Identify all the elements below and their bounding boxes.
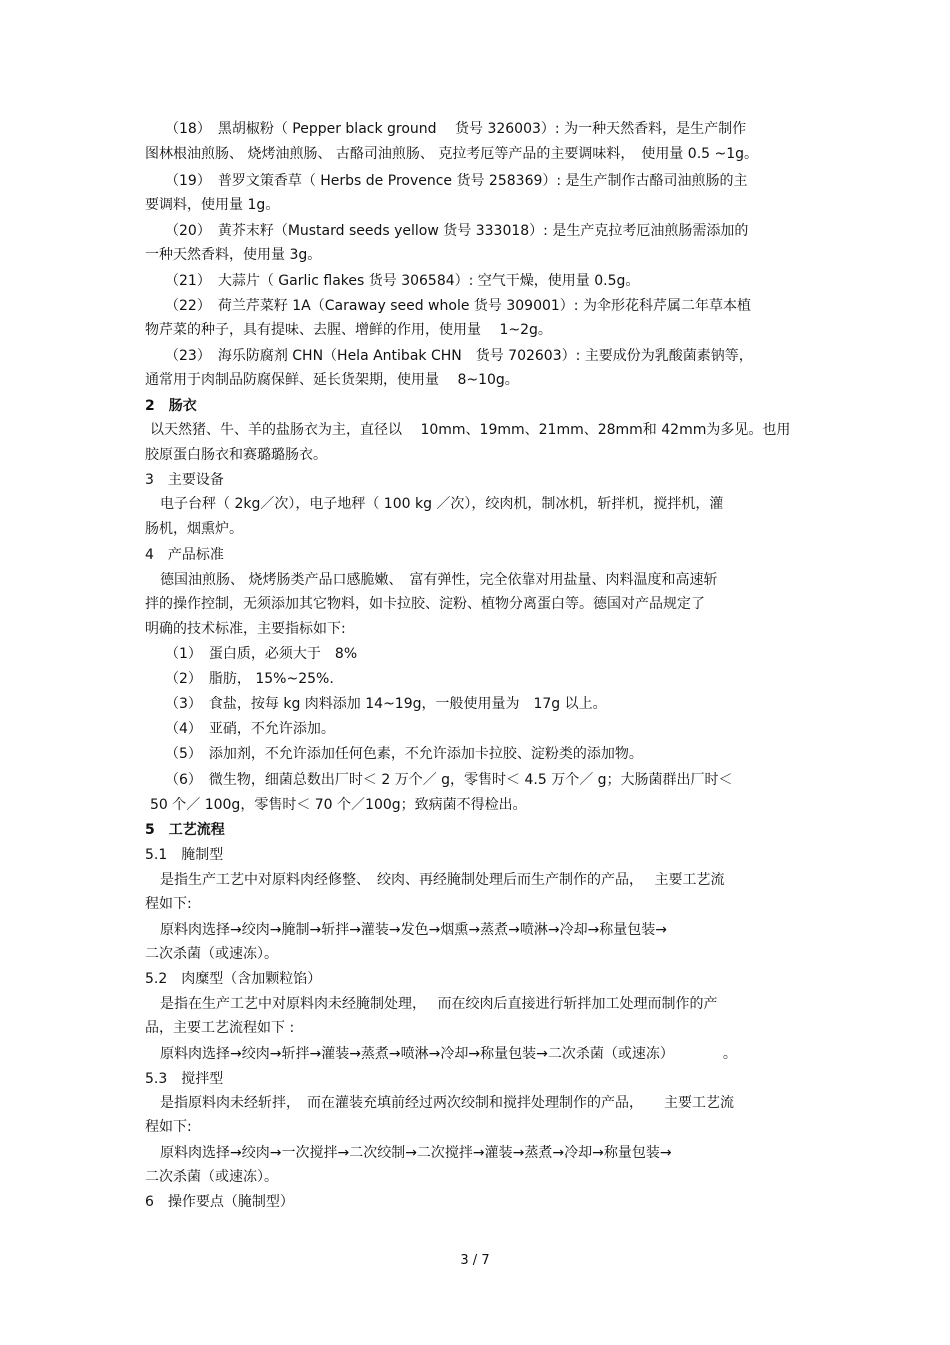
- page-number: 3 / 7: [460, 1253, 490, 1268]
- section-heading: 4 产品标准: [145, 547, 224, 563]
- text-line: 肠机，烟熏炉。: [145, 521, 243, 537]
- text-line: 品，主要工艺流程如下 :: [145, 1020, 295, 1036]
- subsection-heading: 5.1 腌制型: [145, 847, 224, 863]
- text-line: 通常用于肉制品防腐保鲜、延长货架期，使用量 8~10g。: [145, 372, 519, 388]
- text-line: 胶原蛋白肠衣和赛璐璐肠衣。: [145, 447, 327, 463]
- list-item: （6） 微生物，细菌总数出厂时＜ 2 万个／ g，零售时＜ 4.5 万个／ g；大肠菌群出厂时＜: [165, 772, 733, 788]
- section-heading: 3 主要设备: [145, 472, 224, 488]
- text-line: （20） 黄芥末籽（Mustard seeds yellow 货号 333018）: 是生产克拉考厄油煎肠需添加的: [165, 223, 749, 239]
- text-line: 明确的技术标准，主要指标如下:: [145, 621, 346, 637]
- process-flow: 二次杀菌（或速冻）。: [145, 946, 278, 962]
- text-line: 图林根油煎肠、 烧烤油煎肠、 古酪司油煎肠、 克拉考厄等产品的主要调味料， 使用量 0.5 ~1g。: [145, 146, 759, 162]
- text-line: 是指原料肉未经斩拌， 而在灌装充填前经过两次绞制和搅拌处理制作的产品， 主要工艺流: [160, 1095, 734, 1111]
- process-flow: 原料肉选择→绞肉→腌制→斩拌→灌装→发色→烟熏→蒸煮→喷淋→冷却→称量包装→: [160, 922, 668, 938]
- section-heading: 6 操作要点（腌制型）: [145, 1194, 294, 1210]
- subsection-heading: 5.2 肉糜型（含加颗粒馅）: [145, 971, 322, 987]
- list-item: （2） 脂肪， 15%~25%.: [165, 671, 334, 687]
- text-line: （22） 荷兰芹菜籽 1A（Caraway seed whole 货号 309001）: 为伞形花科芹属二年草本植: [165, 298, 751, 314]
- text-line: 拌的操作控制，无须添加其它物料，如卡拉胶、淀粉、植物分离蛋白等。德国对产品规定了: [145, 596, 705, 612]
- text-line: 物芹菜的种子，具有提味、去腥、增鲜的作用，使用量 1~2g。: [145, 322, 552, 338]
- process-flow: 二次杀菌（或速冻）。: [145, 1169, 278, 1185]
- text-line: （18） 黑胡椒粉（ Pepper black ground 货号 326003）: 为一种天然香料，是生产制作: [165, 121, 747, 137]
- text-line: 是指生产工艺中对原料肉经修整、 绞肉、再经腌制处理后而生产制作的产品， 主要工艺流: [160, 872, 725, 888]
- text-line: 以天然猪、牛、羊的盐肠衣为主，直径以 10mm、19mm、21mm、28mm和 42mm为多见。也用: [150, 422, 791, 438]
- list-item: （4） 亚硝，不允许添加。: [165, 721, 335, 737]
- text-line: 是指在生产工艺中对原料肉未经腌制处理， 而在绞肉后直接进行斩拌加工处理而制作的产: [160, 996, 718, 1012]
- text-line: （23） 海乐防腐剂 CHN（Hela Antibak CHN 货号 702603）: 主要成份为乳酸菌素钠等，: [165, 348, 753, 364]
- subsection-heading: 5.3 搅拌型: [145, 1071, 224, 1087]
- text-line: （21） 大蒜片（ Garlic flakes 货号 306584）: 空气干燥，使用量 0.5g。: [165, 273, 640, 289]
- list-item: （1） 蛋白质，必须大于 8%: [165, 646, 358, 662]
- text-line: 电子台秤（ 2kg／次），电子地秤（ 100 kg ／次），绞肉机，制冰机，斩拌机，搅拌机，灌: [160, 496, 724, 512]
- text-line: （19） 普罗文策香草（ Herbs de Provence 货号 258369）: 是生产制作古酪司油煎肠的主: [165, 173, 748, 189]
- section-heading: 5 工艺流程: [145, 822, 225, 838]
- process-flow: 原料肉选择→绞肉→一次搅拌→二次绞制→二次搅拌→灌装→蒸煮→冷却→称量包装→: [160, 1145, 672, 1161]
- text-line: 程如下:: [145, 1119, 192, 1135]
- list-item: （5） 添加剂，不允许添加任何色素，不允许添加卡拉胶、淀粉类的添加物。: [165, 746, 643, 762]
- text-line: 一种天然香料，使用量 3g。: [145, 247, 322, 263]
- section-heading: 2 肠衣: [145, 398, 197, 414]
- text-line: 德国油煎肠、 烧烤肠类产品口感脆嫩、 富有弹性，完全依靠对用盐量、肉料温度和高速斩: [160, 572, 718, 588]
- text-line: 50 个／ 100g，零售时＜ 70 个／100g；致病菌不得检出。: [150, 797, 527, 813]
- text-line: 程如下:: [145, 896, 192, 912]
- list-item: （3） 食盐，按每 kg 肉料添加 14~19g，一般使用量为 17g 以上。: [165, 696, 607, 712]
- process-flow: 原料肉选择→绞肉→斩拌→灌装→蒸煮→喷淋→冷却→称量包装→二次杀菌（或速冻） 。: [160, 1046, 737, 1062]
- text-line: 要调料，使用量 1g。: [145, 197, 280, 213]
